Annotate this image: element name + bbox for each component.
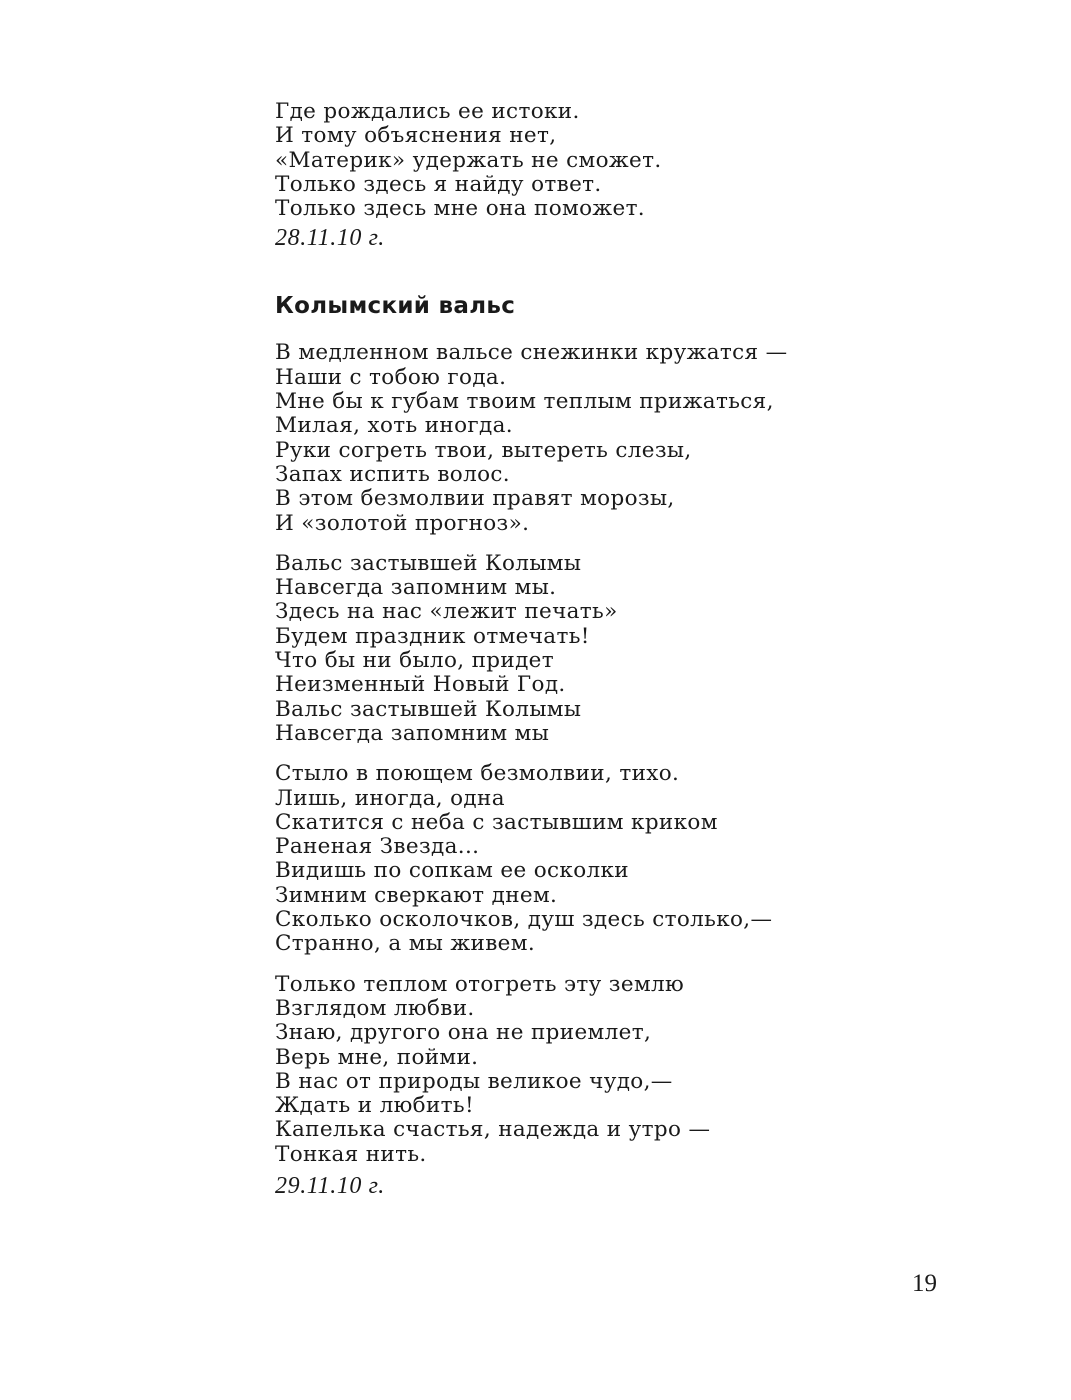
- verse-line: И «золотой прогноз».: [275, 510, 530, 536]
- poem-title: Колымский вальс: [275, 293, 516, 320]
- verse-line: Раненая Звезда...: [275, 834, 480, 860]
- verse-line: Только теплом отогреть эту землю: [275, 971, 685, 997]
- verse-line: Наши с тобою года.: [275, 364, 507, 390]
- verse-line: Здесь на нас «лежит печать»: [275, 599, 618, 625]
- verse-line: И тому объяснения нет,: [275, 123, 557, 149]
- verse-line: Странно, а мы живем.: [275, 931, 536, 957]
- verse-line: Мне бы к губам твоим теплым прижаться,: [275, 389, 774, 415]
- text-column: [275, 100, 955, 1200]
- verse-line: В нас от природы великое чудо,—: [275, 1068, 673, 1094]
- page-number: 19: [912, 1270, 937, 1297]
- stanza-3: [275, 762, 955, 956]
- verse-line: «Материк» удержать не сможет.: [275, 147, 662, 173]
- previous-poem-ending: [275, 100, 955, 221]
- previous-poem-date: 28.11.10 г.: [275, 225, 385, 252]
- verse-line: Руки согреть твои, вытереть слезы,: [275, 437, 692, 463]
- verse-line: Тонкая нить.: [275, 1141, 427, 1167]
- stanza-4: [275, 973, 955, 1167]
- verse-line: Будем праздник отмечать!: [275, 623, 590, 649]
- verse-line: Вальс застывшей Колымы: [275, 696, 582, 722]
- verse-line: Навсегда запомним мы: [275, 720, 550, 746]
- verse-line: Ждать и любить!: [275, 1093, 474, 1119]
- verse-line: Навсегда запомним мы.: [275, 575, 557, 601]
- verse-line: Скатится с неба с застывшим криком: [275, 809, 718, 835]
- verse-line: Вальс застывшей Колымы: [275, 550, 582, 576]
- verse-line: В медленном вальсе снежинки кружатся —: [275, 340, 788, 366]
- stanza-2: [275, 552, 955, 746]
- verse-line: Верь мне, пойми.: [275, 1044, 479, 1070]
- verse-line: В этом безмолвии правят морозы,: [275, 486, 675, 512]
- verse-line: Милая, хоть иногда.: [275, 413, 513, 439]
- verse-line: Видишь по сопкам ее осколки: [275, 858, 629, 884]
- verse-line: Что бы ни было, придет: [275, 648, 554, 674]
- verse-line: Лишь, иногда, одна: [275, 785, 505, 811]
- verse-line: Знаю, другого она не приемлет,: [275, 1020, 652, 1046]
- verse-line: Зимним сверкают днем.: [275, 882, 558, 908]
- verse-line: Только здесь я найду ответ.: [275, 171, 602, 197]
- verse-line: Стыло в поющем безмолвии, тихо.: [275, 761, 680, 787]
- verse-line: Капелька счастья, надежда и утро —: [275, 1117, 711, 1143]
- verse-line: Взглядом любви.: [275, 995, 475, 1021]
- verse-line: Сколько осколочков, душ здесь столько,—: [275, 907, 773, 933]
- poem-date: 29.11.10 г.: [275, 1172, 385, 1199]
- verse-line: Запах испить волос.: [275, 461, 510, 487]
- verse-line: Где рождались ее истоки.: [275, 99, 580, 124]
- stanza-1: [275, 341, 955, 535]
- verse-line: Неизменный Новый Год.: [275, 672, 566, 698]
- verse-line: Только здесь мне она поможет.: [275, 196, 645, 222]
